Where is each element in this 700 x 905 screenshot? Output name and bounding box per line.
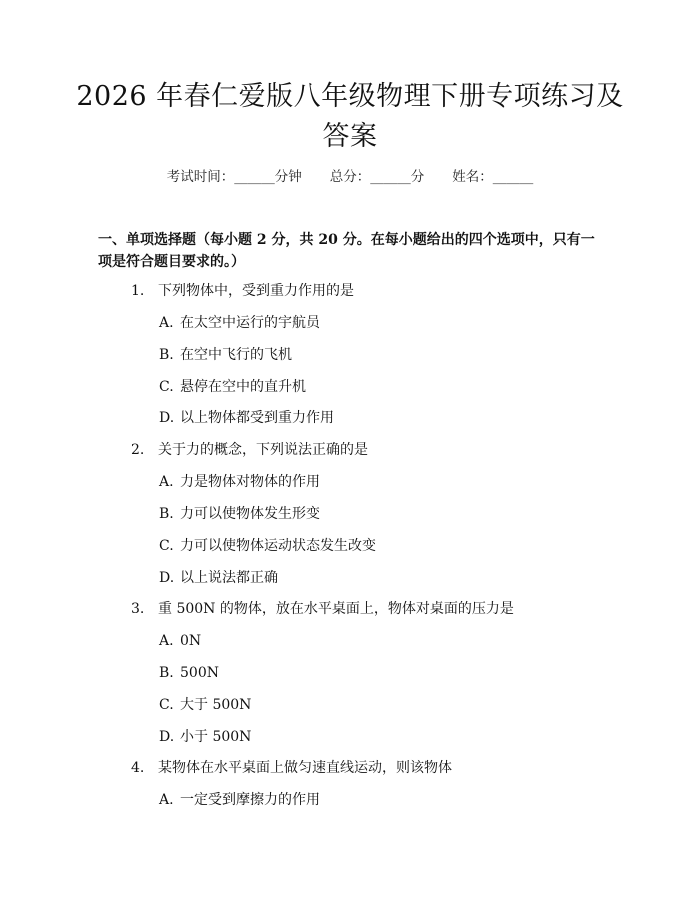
question-text: 重 500N 的物体，放在水平桌面上，物体对桌面的压力是 — [158, 601, 514, 617]
question-1-option-d — [159, 408, 334, 428]
option-text: 0N — [180, 633, 202, 649]
option-letter: A. — [159, 633, 174, 649]
option-text: 悬停在空中的直升机 — [180, 379, 306, 395]
question-4 — [131, 758, 452, 778]
option-text: 以上说法都正确 — [180, 570, 278, 586]
question-2-option-c — [159, 536, 376, 556]
option-letter: C. — [159, 538, 174, 554]
option-text: 一定受到摩擦力的作用 — [180, 792, 320, 808]
question-2-option-b — [159, 504, 320, 524]
option-letter: A. — [159, 315, 174, 331]
option-text: 力可以使物体运动状态发生改变 — [180, 538, 376, 554]
question-3-option-c — [159, 695, 251, 715]
option-letter: D. — [159, 729, 175, 745]
option-text: 以上物体都受到重力作用 — [180, 410, 334, 426]
option-letter: D. — [159, 410, 175, 426]
option-text: 500N — [180, 665, 219, 681]
question-1 — [131, 281, 354, 301]
question-3-option-d — [159, 727, 251, 747]
document-title-line1: 2026 年春仁爱版八年级物理下册专项练习及 — [76, 81, 624, 112]
section-heading: 一、单项选择题（每小题 2 分，共 20 分。在每小题给出的四个选项中，只有一项是符合题目要求的。） — [98, 232, 595, 270]
option-text: 小于 500N — [180, 729, 252, 745]
question-number: 2. — [131, 442, 145, 458]
question-3-option-b — [159, 663, 219, 683]
option-letter: A. — [159, 474, 174, 490]
question-number: 3. — [131, 601, 145, 617]
exam-time-field: 考试时间：______分钟 — [166, 169, 302, 185]
option-letter: A. — [159, 792, 174, 808]
question-2-option-a — [159, 472, 320, 492]
total-score-field: 总分：______分 — [329, 169, 425, 185]
option-text: 在太空中运行的宇航员 — [180, 315, 320, 331]
option-letter: C. — [159, 697, 174, 713]
option-text: 大于 500N — [180, 697, 252, 713]
question-text: 某物体在水平桌面上做匀速直线运动，则该物体 — [158, 760, 452, 776]
option-letter: D. — [159, 570, 175, 586]
option-letter: C. — [159, 379, 174, 395]
question-text: 关于力的概念，下列说法正确的是 — [158, 442, 368, 458]
question-3 — [131, 599, 514, 619]
question-number: 4. — [131, 760, 145, 776]
question-text: 下列物体中，受到重力作用的是 — [158, 283, 354, 299]
question-3-option-a — [159, 631, 201, 651]
question-1-option-c — [159, 377, 306, 397]
question-4-option-a — [159, 790, 320, 810]
option-letter: B. — [159, 347, 174, 363]
question-number: 1. — [131, 283, 145, 299]
option-letter: B. — [159, 665, 174, 681]
option-text: 在空中飞行的飞机 — [180, 347, 292, 363]
option-text: 力是物体对物体的作用 — [180, 474, 320, 490]
question-2 — [131, 440, 368, 460]
student-name-field: 姓名：______ — [452, 169, 534, 185]
question-2-option-d — [159, 568, 278, 588]
question-1-option-b — [159, 345, 292, 365]
document-title-line2: 答案 — [322, 121, 378, 152]
option-letter: B. — [159, 506, 174, 522]
question-1-option-a — [159, 313, 320, 333]
option-text: 力可以使物体发生形变 — [180, 506, 320, 522]
exam-info-row — [0, 167, 700, 187]
